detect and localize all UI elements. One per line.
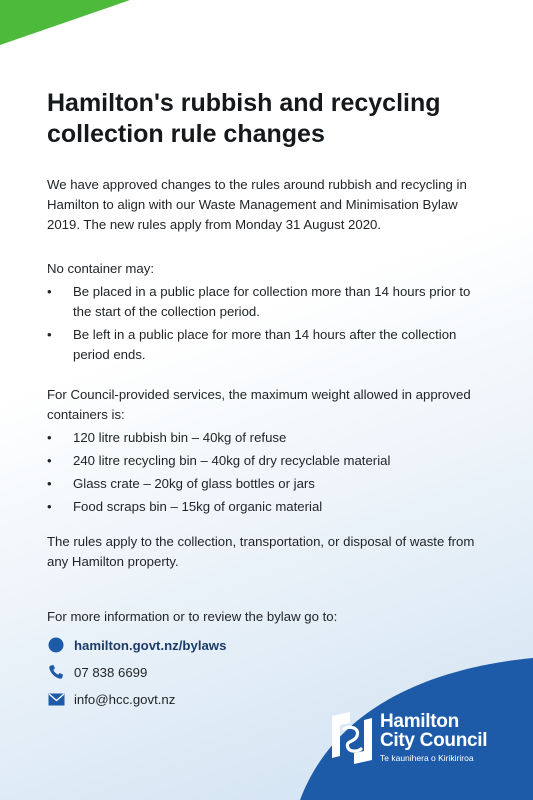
phone-icon (47, 663, 65, 681)
list-item (47, 428, 487, 448)
logo-line-2: City Council (380, 730, 488, 751)
website-link[interactable]: hamilton.govt.nz/bylaws (74, 637, 227, 653)
website-row (47, 636, 487, 654)
list-item-text: Glass crate – 20kg of glass bottles or jars (73, 476, 315, 491)
bullet: • (47, 430, 52, 445)
bullet: • (47, 453, 52, 468)
weight-rules-label: For Council-provided services, the maximum weight allowed in approved containers is: (47, 387, 471, 422)
scope-paragraph: The rules apply to the collection, transportation, or disposal of waste from any Hamilton property. (47, 534, 475, 569)
list-item-text: 240 litre recycling bin – 40kg of dry recyclable material (73, 453, 391, 468)
globe-icon (47, 636, 65, 654)
container-rules-list (47, 282, 487, 365)
bullet: • (47, 476, 52, 491)
list-item (47, 497, 487, 517)
main-content (47, 88, 487, 708)
green-corner-decoration (0, 0, 130, 45)
intro-paragraph: We have approved changes to the rules around rubbish and recycling in Hamilton to align with our Waste Management and Minimisation Bylaw 2019. The new rules apply from Monday 31 August 2020. (47, 177, 467, 232)
list-item-text: 120 litre rubbish bin – 40kg of refuse (73, 430, 287, 445)
list-item-text: Be left in a public place for more than 14 hours after the collection period ends. (73, 327, 457, 362)
logo-tagline: Te kaunihera o Kirikiriroa (380, 753, 474, 763)
container-rules-label: No container may: (47, 261, 155, 276)
weight-rules-list (47, 428, 487, 517)
bullet: • (47, 284, 52, 299)
list-item (47, 451, 487, 471)
bullet: • (47, 327, 52, 342)
phone-number[interactable]: 07 838 6699 (74, 664, 148, 680)
list-item (47, 474, 487, 494)
more-info-text: For more information or to review the bylaw go to: (47, 609, 338, 624)
phone-row (47, 663, 487, 681)
list-item-text: Be placed in a public place for collection more than 14 hours prior to the start of the collection period. (73, 284, 471, 319)
logo-line-1: Hamilton (380, 711, 459, 732)
mail-icon (47, 690, 65, 708)
email-address[interactable]: info@hcc.govt.nz (74, 691, 176, 707)
logo-text (380, 712, 487, 765)
list-item-text: Food scraps bin – 15kg of organic material (73, 499, 323, 514)
page-title: Hamilton's rubbish and recycling collection rule changes (47, 89, 441, 148)
hcc-logo (330, 712, 487, 765)
bullet: • (47, 499, 52, 514)
list-item (47, 325, 487, 365)
email-row (47, 690, 487, 708)
hcc-logo-mark (330, 712, 374, 764)
list-item (47, 282, 487, 322)
